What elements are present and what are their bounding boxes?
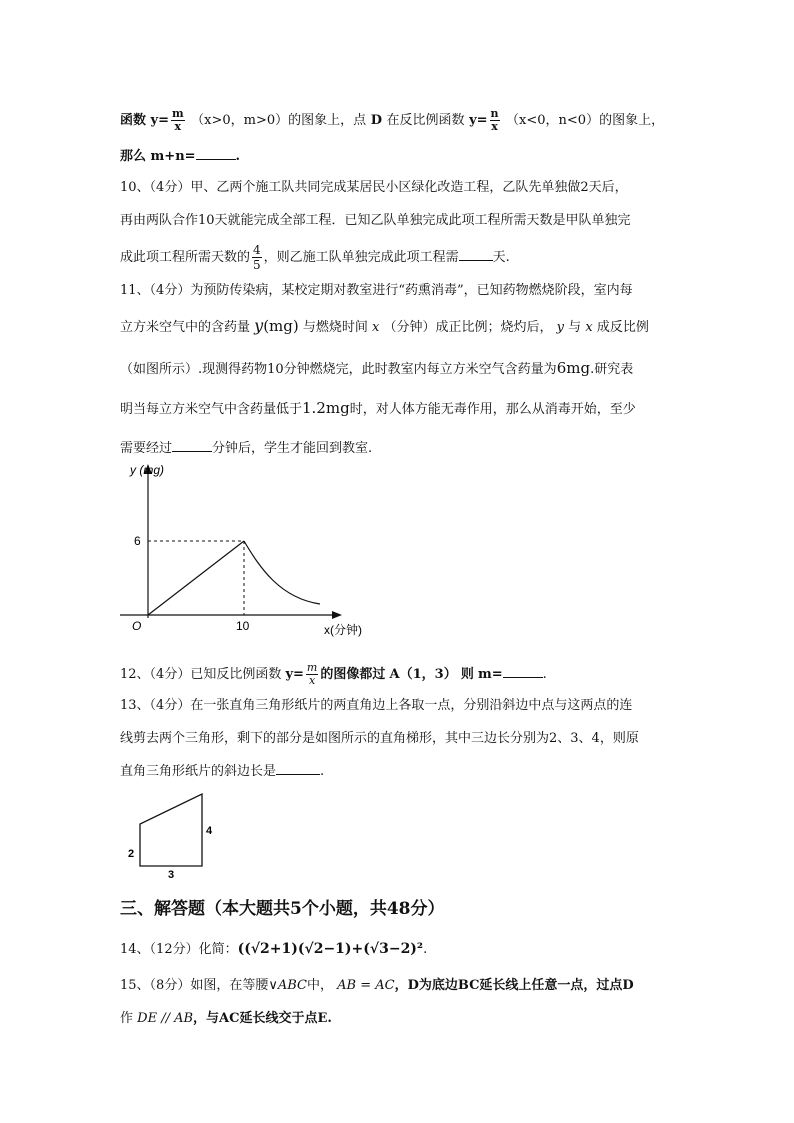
side-bottom-label: 3 <box>168 869 175 880</box>
q9-cond1: （x>0，m>0）的图象上，点 <box>191 113 367 128</box>
q11-line2-d: 与 <box>568 320 582 335</box>
q15-line2-a: 作 <box>120 1011 134 1026</box>
q10-line2: 再由两队合作10天就能完成全部工程．已知乙队单独完成此项工程所需天数是甲队单独完 <box>120 213 631 228</box>
answer-blank[interactable] <box>459 248 493 261</box>
q10-line3-c: 天. <box>492 250 510 265</box>
q12-text-a: 12、（4分）已知反比例函数 <box>120 667 282 682</box>
q13-line3-text: 直角三角形纸片的斜边长是 <box>120 764 277 779</box>
rising-segment <box>148 541 244 615</box>
q12-y-eq: y= <box>285 667 304 682</box>
q12-text-b: 的图像都过 <box>320 667 386 682</box>
q12-point: A（1，3） <box>389 667 457 682</box>
frac-num: 4 <box>253 243 261 257</box>
frac-den: 5 <box>253 258 261 272</box>
q12-end: . <box>542 667 547 682</box>
q11-line2-c: （分钟）成正比例；烧灼后， <box>383 320 553 335</box>
q11-line5-a: 需要经过 <box>120 441 173 456</box>
q15-line1-b: 中， <box>306 978 333 993</box>
trapezoid-figure <box>120 786 220 880</box>
q12-m-eq: m= <box>478 667 503 682</box>
q11-line4-b: 时，对人体方能无毒作用，那么从消毒开始，至少 <box>349 402 636 417</box>
decay-curve <box>244 541 320 604</box>
var-x: x <box>372 320 380 335</box>
val-6mg: 6mg <box>556 359 591 377</box>
q9-line2-text: 那么 <box>120 149 147 164</box>
frac-den: x <box>171 120 185 133</box>
trapezoid-shape <box>140 794 202 866</box>
q12-line <box>120 662 547 687</box>
q15-line1 <box>120 978 634 994</box>
fraction-n-over-x <box>490 108 500 133</box>
q15-line2 <box>120 1011 332 1027</box>
frac-num: m <box>172 107 184 120</box>
q9-line1 <box>120 108 664 133</box>
q15-line2-b: ，与AC延长线交于点E. <box>193 1011 332 1026</box>
var-x2: x <box>585 320 593 335</box>
q11-line2 <box>120 318 649 336</box>
section-heading: 三、解答题（本大题共5个小题，共48分） <box>120 899 445 919</box>
y-tick-6: 6 <box>134 534 141 548</box>
fraction-4-over-5 <box>252 243 262 272</box>
q14-expr: ((√2+1)(√2−1)+(√3−2)² <box>237 941 424 957</box>
side-left-label: 2 <box>128 848 135 860</box>
q14-line <box>120 941 427 958</box>
q11-line4-a: 明当每立方米空气中含药量低于 <box>120 402 303 417</box>
q11-line3-b: .研究表 <box>590 362 634 377</box>
q9-line2-expr: m+n= <box>150 149 196 164</box>
q13-line3-end: . <box>320 764 325 779</box>
q13-line1: 13、（4分）在一张直角三角形纸片的两直角边上各取一点，分别沿斜边中点与这两点的连 <box>120 698 633 713</box>
x-tick-10: 10 <box>236 619 250 633</box>
val-12mg: 1.2mg <box>302 399 350 417</box>
q11-line2-e: 成反比例 <box>596 320 649 335</box>
q15-parallel: DE // AB <box>137 1011 194 1026</box>
fraction-m-over-x <box>171 108 185 133</box>
frac-den: x <box>306 674 318 687</box>
var-y: y <box>254 316 264 335</box>
frac-num: n <box>490 107 499 120</box>
q14-end: . <box>423 942 428 957</box>
q9-y-eq2: y= <box>469 113 488 128</box>
q10-line3-a: 成此项工程所需天数的 <box>120 250 251 265</box>
q9-y-eq: y= <box>150 113 169 128</box>
q10-line3 <box>120 243 510 272</box>
q15-line1-c: ，D为底边BC延长线上任意一点，过点D <box>394 978 634 993</box>
answer-blank[interactable] <box>503 665 543 678</box>
q11-line4 <box>120 400 636 418</box>
frac-num: m <box>306 661 318 674</box>
q14-prefix: 14、（12分）化简： <box>120 942 238 957</box>
q11-line5 <box>120 439 372 457</box>
q9-cond2: （x<0，n<0）的图象上， <box>506 113 665 128</box>
q10-line1: 10、（4分）甲、乙两个施工队共同完成某居民小区绿化改造工程，乙队先单独做2天后， <box>120 180 628 195</box>
q11-line1: 11、（4分）为预防传染病，某校定期对教室进行“药熏消毒”，已知药物燃烧阶段，室内每 <box>120 283 633 298</box>
q13-line3 <box>120 762 324 780</box>
q10-line3-b: ，则乙施工队单独完成此项工程需 <box>263 250 459 265</box>
side-right-label: 4 <box>206 825 213 837</box>
q9-part2: 在反比例函数 <box>386 113 465 128</box>
q9-line2-end: . <box>235 149 241 164</box>
q9-line2 <box>120 147 240 165</box>
q9-point-d: D <box>370 113 382 128</box>
answer-blank[interactable] <box>276 762 320 775</box>
answer-blank[interactable] <box>172 439 212 452</box>
q13-line2: 线剪去两个三角形，剩下的部分是如图所示的直角梯形，其中三边长分别为2、3、4，则原 <box>120 731 639 746</box>
q11-line2-b: 与燃烧时间 <box>302 320 368 335</box>
q9-text: 函数 <box>120 113 147 128</box>
q11-line5-b: 分钟后，学生才能回到教室. <box>212 441 373 456</box>
q11-line2-a: 立方米空气中的含药量 <box>120 320 251 335</box>
fraction-m-over-x <box>306 662 318 687</box>
q11-line3-a: （如图所示）.现测得药物10分钟燃烧完，此时教室内每立方米空气含药量为 <box>120 362 557 377</box>
q15-triangle: ∨ABC <box>268 978 307 993</box>
q11-line3 <box>120 360 633 378</box>
answer-blank[interactable] <box>196 147 236 160</box>
y-axis-label: y (mg) <box>130 463 164 477</box>
q12-text-c: 则 <box>460 667 474 682</box>
unit-mg: (mg) <box>263 317 299 335</box>
frac-den: x <box>491 120 498 133</box>
x-axis-arrow <box>332 611 342 619</box>
q15-line1-a: 15、（8分）如图，在等腰 <box>120 978 269 993</box>
x-axis-label: x(分钟) <box>324 623 362 637</box>
q15-equation: AB = AC <box>337 978 395 993</box>
origin-label: O <box>132 619 142 633</box>
dosage-graph <box>110 458 380 643</box>
var-y2: y <box>556 320 565 335</box>
